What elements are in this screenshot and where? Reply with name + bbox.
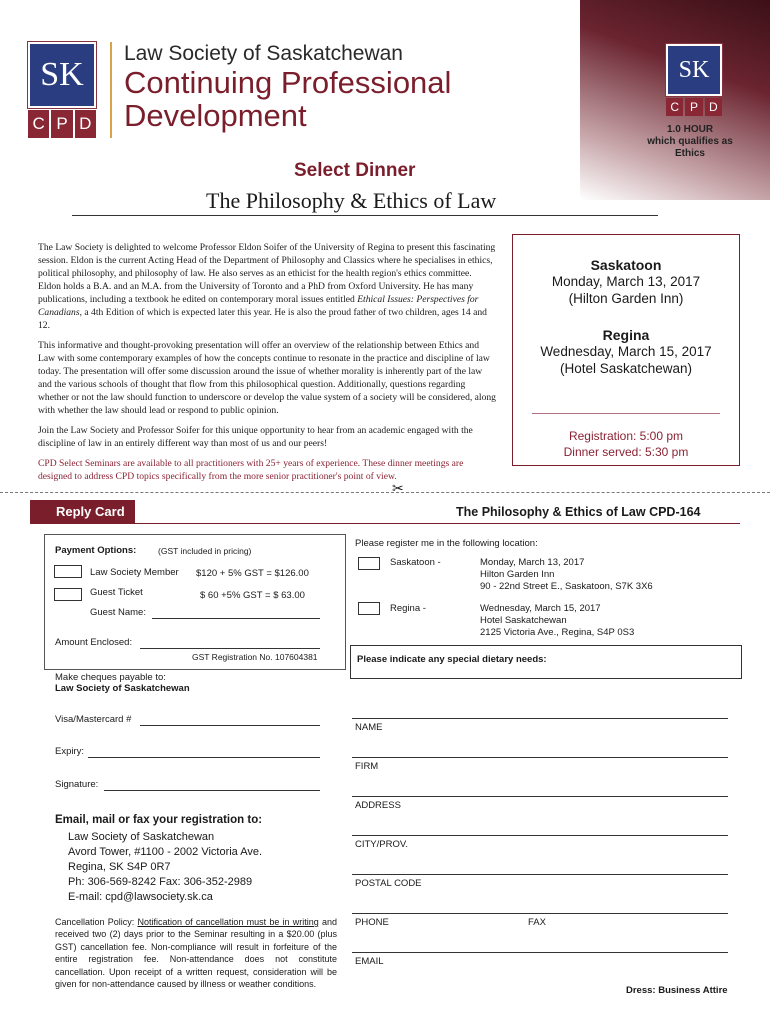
reply-card-rule	[135, 523, 740, 524]
member-checkbox[interactable]	[54, 565, 82, 578]
regina-details	[480, 603, 634, 639]
locations-divider	[532, 413, 720, 414]
name-field[interactable]	[352, 718, 728, 719]
program-title-1: Continuing Professional	[124, 65, 452, 100]
email-line: E-mail: cpd@lawsociety.sk.ca	[68, 891, 213, 903]
postal-label: POSTAL CODE	[355, 878, 422, 889]
cpd-select-note: CPD Select Seminars are available to all practitioners with 25+ years of experience. These dinner meetings are designed to address CPD topics specifically from the more senior practitioner's point of view.	[38, 458, 464, 482]
guest-name-field[interactable]	[152, 618, 320, 619]
member-price: $120 + 5% GST = $126.00	[196, 568, 309, 579]
logo-d-small: D	[705, 98, 722, 116]
email-label: EMAIL	[355, 956, 384, 967]
series-title: Select Dinner	[294, 160, 416, 181]
phone-label: PHONE	[355, 917, 389, 928]
sk-cpd-logo	[28, 42, 96, 142]
dinner-time: Dinner served: 5:30 pm	[563, 445, 689, 459]
regina-venue: (Hotel Saskatchewan)	[559, 361, 693, 376]
logo-c-small: C	[666, 98, 683, 116]
mailing-address	[68, 830, 262, 905]
dress-code: Dress: Business Attire	[626, 985, 728, 996]
payment-options-label: Payment Options:	[55, 545, 137, 556]
org-name: Law Society of Saskatchewan	[124, 42, 403, 65]
registration-time: Registration: 5:00 pm	[568, 429, 684, 443]
member-label: Law Society Member	[90, 567, 179, 578]
regina-option-label: Regina -	[390, 603, 426, 614]
address-field[interactable]	[352, 796, 728, 797]
dietary-needs-box[interactable]	[350, 645, 742, 679]
guest-price: $ 60 +5% GST = $ 63.00	[200, 590, 305, 601]
signature-label: Signature:	[55, 779, 99, 790]
cut-line	[0, 492, 770, 493]
gst-note: (GST included in pricing)	[158, 546, 252, 556]
visa-label: Visa/Mastercard #	[55, 714, 132, 725]
logo-c: C	[28, 110, 49, 138]
logo-p: P	[51, 110, 72, 138]
signature-field[interactable]	[104, 790, 320, 791]
register-prompt: Please register me in the following location:	[355, 538, 538, 549]
address-line-3: Regina, SK S4P 0R7	[68, 861, 171, 873]
sk-logo-letters-small: SK	[666, 44, 722, 96]
logo-d: D	[75, 110, 96, 138]
phone-fax-field[interactable]	[352, 913, 728, 914]
saskatoon-date: Monday, March 13, 2017	[551, 274, 701, 289]
phone-fax-line: Ph: 306-569-8242 Fax: 306-352-2989	[68, 876, 253, 888]
credit-hours-note	[630, 124, 750, 160]
city-label: CITY/PROV.	[355, 839, 408, 850]
saskatoon-option-label: Saskatoon -	[390, 557, 441, 568]
cheques-payee: Law Society of Saskatchewan	[55, 683, 190, 694]
regina-date: Wednesday, March 15, 2017	[540, 344, 712, 359]
event-title: The Philosophy & Ethics of Law	[206, 188, 497, 213]
address-line-2: Avord Tower, #1100 - 2002 Victoria Ave.	[68, 846, 263, 858]
address-line-1: Law Society of Saskatchewan	[68, 831, 215, 843]
expiry-field[interactable]	[88, 757, 320, 758]
regina-option-date: Wednesday, March 15, 2017	[480, 603, 601, 614]
scissors-icon: ✂	[392, 480, 404, 496]
name-label: NAME	[355, 722, 383, 733]
hour-note-1: 1.0 HOUR	[666, 124, 714, 135]
firm-field[interactable]	[352, 757, 728, 758]
hour-note-3: Ethics	[674, 148, 705, 159]
saskatoon-option-venue: Hilton Garden Inn	[480, 569, 555, 580]
title-rule	[72, 215, 658, 216]
guest-checkbox[interactable]	[54, 588, 82, 601]
reply-card-label: Reply Card	[30, 500, 135, 524]
intro-paragraph-2: This informative and thought-provoking presentation will offer an overview of the relationship between Ethics and Law with some contemporary examples of how the concepts continue to resonate in the practice and discipline of law today. The presentation will offer some discussion around the issue of whether morality is inherently part of the law and the various schools of thought that flow from this philosophical question. Additionally, questions regarding whether or not the law should function to underscore or develop the value system of a society will be considered, along with whether the law should lead or respond to public opinion.	[38, 340, 496, 416]
program-title-2: Development	[124, 98, 307, 133]
city-field[interactable]	[352, 835, 728, 836]
intro-paragraph-3: Join the Law Society and Professor Soifer for this unique opportunity to hear from an academic engaged with the discipline of law in an entirely different way than most of us and our peers!	[38, 425, 473, 449]
amount-field[interactable]	[140, 648, 320, 649]
book-title: Ethical Issues: Perspectives for Canadians	[38, 294, 479, 318]
saskatoon-option-address: 90 - 22nd Street E., Saskatoon, S7K 3X6	[480, 581, 653, 592]
logo-p-small: P	[685, 98, 702, 116]
sk-logo-letters: SK	[28, 42, 96, 108]
saskatoon-checkbox[interactable]	[358, 557, 380, 570]
event-locations-box	[512, 234, 740, 466]
logo-divider	[110, 42, 112, 138]
regina-option-address: 2125 Victoria Ave., Regina, S4P 0S3	[480, 627, 635, 638]
reply-course-title: The Philosophy & Ethics of Law CPD-164	[456, 505, 701, 519]
regina-option-venue: Hotel Saskatchewan	[480, 615, 567, 626]
intro-text	[38, 241, 496, 490]
guest-name-label: Guest Name:	[90, 607, 146, 618]
saskatoon-option-date: Monday, March 13, 2017	[480, 557, 585, 568]
cheques-label: Make cheques payable to:	[55, 672, 166, 683]
regina-heading: Regina	[602, 327, 650, 343]
firm-label: FIRM	[355, 761, 379, 772]
gst-registration: GST Registration No. 107604381	[192, 652, 318, 662]
saskatoon-venue: (Hilton Garden Inn)	[568, 291, 684, 306]
fax-label: FAX	[528, 917, 546, 928]
sk-cpd-logo-small	[666, 44, 722, 118]
guest-label: Guest Ticket	[90, 587, 143, 598]
postal-field[interactable]	[352, 874, 728, 875]
amount-label: Amount Enclosed:	[55, 637, 133, 648]
address-label: ADDRESS	[355, 800, 401, 811]
send-heading: Email, mail or fax your registration to:	[55, 814, 263, 826]
cancellation-policy: Cancellation Policy: Notification of cancellation must be in writing and received two (2) days prior to the Seminar resulting in a $20.00 (plus GST) cancellation fee. Non-compliance will result in forfeiture of the entire registration fee. Non-attendance does not constitute cancellation. Upon receipt of a written request, consideration will be given for non-attendance caused by illness or weather conditions.	[55, 917, 337, 990]
dietary-label: Please indicate any special dietary needs:	[357, 654, 547, 665]
expiry-label: Expiry:	[55, 746, 85, 757]
saskatoon-details	[480, 557, 653, 593]
visa-field[interactable]	[140, 725, 320, 726]
regina-checkbox[interactable]	[358, 602, 380, 615]
hour-note-2: which qualifies as	[647, 136, 733, 147]
intro-paragraph-1: The Law Society is delighted to welcome Professor Eldon Soifer of the University of Regina to present this fascinating session. Eldon is the current Acting Head of the Department of Philosophy and Classics where he specialises in ethics, political philosophy, and philosophy of law. He also serves as an ethicist for the health region's ethics committee. Eldon holds a B.A. and an M.A. from the University of Toronto and a PhD from Oxford University. He has many publications, including a textbook he edited on contemporary moral issues entitled Ethical Issues: Perspectives for Canadians, a 4th Edition of which is expected later this year. He is also the proud father of two children, ages 14 and 12.	[38, 242, 496, 331]
email-field[interactable]	[352, 952, 728, 953]
saskatoon-heading: Saskatoon	[590, 257, 662, 273]
